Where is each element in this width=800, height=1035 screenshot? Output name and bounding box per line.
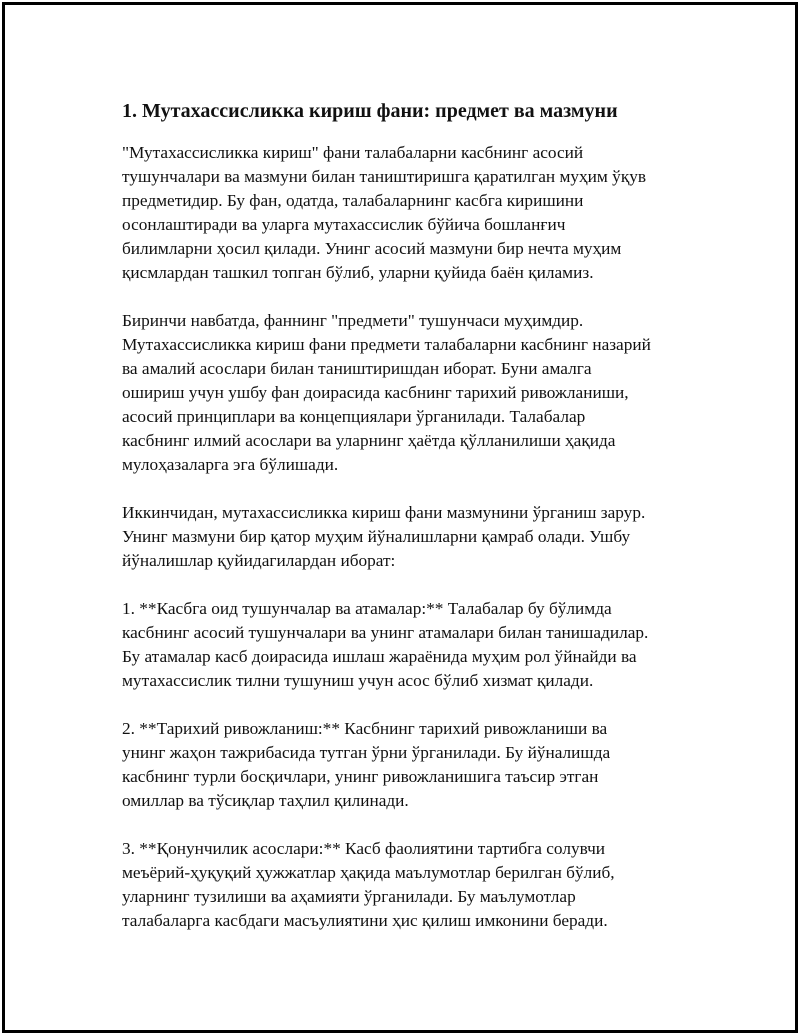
text-line: асосий принциплари ва концепциялари ўрганилади. Талабалар <box>122 407 586 426</box>
text-line: Мутахассисликка кириш фани предмети талабаларни касбнинг назарий <box>122 335 651 354</box>
text-line: касбнинг асосий тушунчалари ва унинг атамалари билан танишадилар. <box>122 623 649 642</box>
text-line: ошириш учун ушбу фан доирасида касбнинг тарихий ривожланиши, <box>122 383 629 402</box>
text-line: унинг жаҳон тажрибасида тутган ўрни ўрганилади. Бу йўналишда <box>122 743 611 762</box>
text-line: Бу атамалар касб доирасида ишлаш жараёнида муҳим рол ўйнайди ва <box>122 647 637 666</box>
paragraph-intro <box>122 141 697 285</box>
text-line: Унинг мазмуни бир қатор муҳим йўналишларни қамраб олади. Ушбу <box>122 527 631 546</box>
text-line: талабаларга касбдаги масъулиятини ҳис қилиш имконини беради. <box>122 911 608 930</box>
text-line: йўналишлар қуйидагилардан иборат: <box>122 551 396 570</box>
text-line: предметидир. Бу фан, одатда, талабаларнинг касбга киришини <box>122 191 584 210</box>
text-line: қисмлардан ташкил топган бўлиб, уларни қуйида баён қиламиз. <box>122 263 594 282</box>
text-line: Биринчи навбатда, фаннинг "предмети" тушунчаси муҳимдир. <box>122 311 584 330</box>
list-item-history <box>122 717 697 813</box>
text-line: мутахассислик тилни тушуниш учун асос бўлиб хизмат қилади. <box>122 671 594 690</box>
text-line: мулоҳазаларга эга бўлишади. <box>122 455 339 474</box>
text-line: ва амалий асослари билан таништиришдан иборат. Буни амалга <box>122 359 592 378</box>
text-line: касбнинг илмий асослари ва уларнинг ҳаётда қўлланилиши ҳақида <box>122 431 616 450</box>
text-line: меъёрий-ҳуқуқий ҳужжатлар ҳақида маълумотлар берилган бўлиб, <box>122 863 615 882</box>
list-item-legislation <box>122 837 697 933</box>
text-line: билимларни ҳосил қилади. Унинг асосий мазмуни бир нечта муҳим <box>122 239 622 258</box>
text-line: Иккинчидан, мутахассисликка кириш фани мазмунини ўрганиш зарур. <box>122 503 646 522</box>
text-line: "Мутахассисликка кириш" фани талабаларни касбнинг асосий <box>122 143 584 162</box>
paragraph-content <box>122 501 697 573</box>
text-line: 3. **Қонунчилик асослари:** Касб фаолиятини тартибга солувчи <box>122 839 606 858</box>
document-title: 1. Мутахассисликка кириш фани: предмет ва мазмуни <box>122 100 618 122</box>
page-frame <box>2 2 798 1033</box>
text-line: уларнинг тузилиши ва аҳамияти ўрганилади. Бу маълумотлар <box>122 887 576 906</box>
list-item-terms <box>122 597 697 693</box>
text-line: 2. **Тарихий ривожланиш:** Касбнинг тарихий ривожланиши ва <box>122 719 608 738</box>
text-line: осонлаштиради ва уларга мутахассислик бўйича бошланғич <box>122 215 566 234</box>
document-body <box>122 97 697 957</box>
text-line: касбнинг турли босқичлари, унинг ривожланишига таъсир этган <box>122 767 599 786</box>
text-line: 1. **Касбга оид тушунчалар ва атамалар:** Талабалар бу бўлимда <box>122 599 612 618</box>
paragraph-subject <box>122 309 697 477</box>
text-line: тушунчалари ва мазмуни билан таништиришга қаратилган муҳим ўқув <box>122 167 647 186</box>
text-line: омиллар ва тўсиқлар таҳлил қилинади. <box>122 791 409 810</box>
